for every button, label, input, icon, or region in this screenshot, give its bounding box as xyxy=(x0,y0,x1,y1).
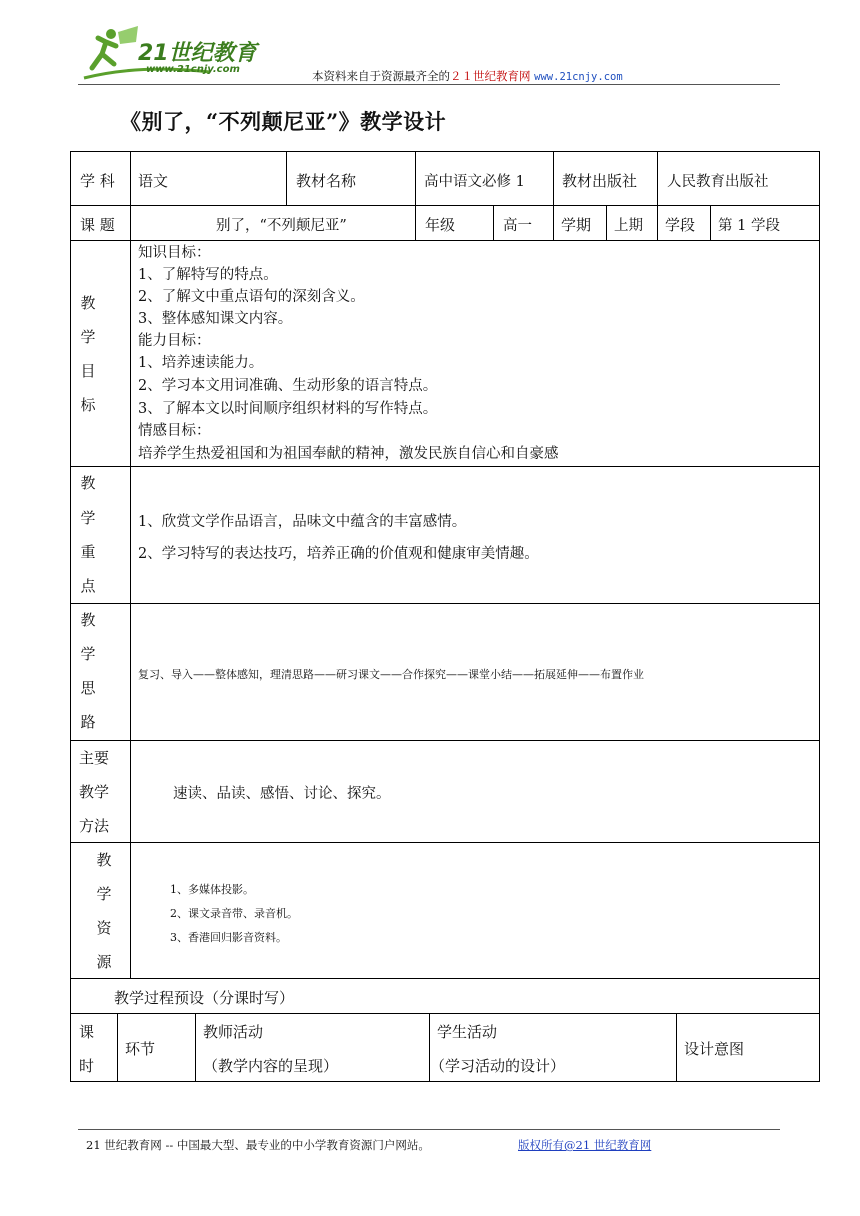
resources-label-1: 教 xyxy=(96,851,112,869)
lesson-value: 别了，“不列颠尼亚” xyxy=(216,218,347,234)
resources-label-2: 学 xyxy=(96,885,112,903)
keypoint-line: 2、学习特写的表达技巧，培养正确的价值观和健康审美情趣。 xyxy=(138,546,539,562)
objective-line: 能力目标： xyxy=(138,333,211,349)
resources-label-3: 资 xyxy=(96,919,112,937)
teacher-column-sublabel: （教学内容的呈现） xyxy=(203,1057,339,1075)
objective-line: 2、了解文中重点语句的深刻含义。 xyxy=(138,289,365,305)
methods-label-1: 主要 xyxy=(79,749,110,767)
methods-label-3: 方法 xyxy=(79,817,110,835)
header-source-prefix: 本资料来自于资源最齐全的 xyxy=(312,69,450,83)
logo-text: 21世纪教育 xyxy=(138,41,257,66)
student-column-label: 学生活动 xyxy=(437,1023,498,1041)
subject-value: 语文 xyxy=(138,172,169,190)
approach-text: 复习、导入——整体感知，理清思路——研习课文——合作探究——课堂小结——拓展延伸——布置作业 xyxy=(138,668,644,681)
resource-line: 2、课文录音带、录音机。 xyxy=(170,907,298,920)
methods-label-2: 教学 xyxy=(79,783,110,801)
objective-line: 1、培养速读能力。 xyxy=(138,355,264,371)
approach-label-2: 学 xyxy=(80,645,96,663)
process-header: 教学过程预设（分课时写） xyxy=(114,989,295,1007)
objective-line: 情感目标： xyxy=(138,423,211,439)
objectives-label-3: 目 xyxy=(80,362,96,380)
objectives-label-1: 教 xyxy=(80,294,96,312)
period-label-1: 课 xyxy=(79,1023,95,1041)
intent-column-label: 设计意图 xyxy=(684,1040,745,1058)
document-title: 《别了，“不列颠尼亚”》教学设计 xyxy=(120,109,447,134)
logo-url: www.21cnjy.com xyxy=(146,64,240,75)
header-divider xyxy=(78,84,780,85)
objective-line: 1、了解特写的特点。 xyxy=(138,267,278,283)
term-value: 上期 xyxy=(614,218,643,234)
resource-line: 1、多媒体投影。 xyxy=(170,883,254,896)
keypoints-label-4: 点 xyxy=(80,577,96,595)
term-label: 学期 xyxy=(561,216,592,234)
approach-label-3: 思 xyxy=(80,679,96,697)
textbook-value: 高中语文必修 1 xyxy=(424,174,525,190)
objective-line: 知识目标： xyxy=(138,245,211,261)
period-label-2: 时 xyxy=(79,1057,95,1075)
student-column-sublabel: （学习活动的设计） xyxy=(430,1057,566,1075)
methods-text: 速读、品读、感悟、讨论、探究。 xyxy=(173,786,391,802)
subject-label: 学 科 xyxy=(80,172,115,190)
resources-label-4: 源 xyxy=(96,953,112,971)
publisher-label: 教材出版社 xyxy=(562,172,638,190)
approach-label-4: 路 xyxy=(80,713,96,731)
logo xyxy=(80,24,290,84)
grade-value: 高一 xyxy=(503,218,532,234)
copyright-link[interactable]: 版权所有@21 世纪教育网 xyxy=(518,1138,652,1152)
footer-divider xyxy=(78,1129,780,1130)
publisher-value: 人民教育出版社 xyxy=(667,174,769,190)
objectives-label-2: 学 xyxy=(80,328,96,346)
stage-value: 第 1 学段 xyxy=(718,218,780,234)
textbook-label: 教材名称 xyxy=(296,172,357,190)
footer-text: 21 世纪教育网 -- 中国最大型、最专业的中小学教育资源门户网站。 xyxy=(86,1138,430,1152)
objective-line: 2、学习本文用词准确、生动形象的语言特点。 xyxy=(138,378,438,394)
keypoints-label-3: 重 xyxy=(80,543,96,561)
stage-column-label: 环节 xyxy=(125,1040,156,1058)
header-source xyxy=(312,68,623,84)
header-source-site[interactable]: ２１世纪教育网 xyxy=(450,69,531,83)
approach-label-1: 教 xyxy=(80,611,96,629)
keypoints-label-1: 教 xyxy=(80,474,96,492)
grade-label: 年级 xyxy=(425,216,456,234)
stage-label: 学段 xyxy=(665,216,696,234)
keypoints-label-2: 学 xyxy=(80,509,96,527)
lesson-label: 课 题 xyxy=(80,216,115,234)
header-source-url[interactable]: www.21cnjy.com xyxy=(534,71,623,83)
teacher-column-label: 教师活动 xyxy=(203,1023,264,1041)
objectives-label-4: 标 xyxy=(80,396,96,414)
keypoint-line: 1、欣赏文学作品语言，品味文中蕴含的丰富感情。 xyxy=(138,514,467,530)
objective-line: 培养学生热爱祖国和为祖国奉献的精神，激发民族自信心和自豪感 xyxy=(138,446,559,462)
resource-line: 3、香港回归影音资料。 xyxy=(170,931,287,944)
objective-line: 3、了解本文以时间顺序组织材料的写作特点。 xyxy=(138,401,438,417)
objective-line: 3、整体感知课文内容。 xyxy=(138,311,293,327)
